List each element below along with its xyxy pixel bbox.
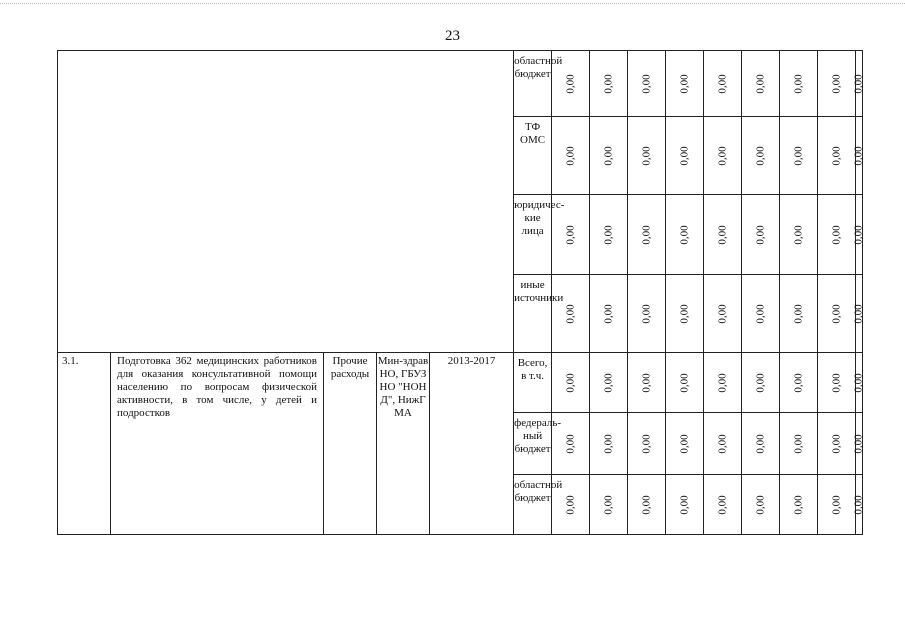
value-cell — [590, 475, 628, 535]
value-text: 0,00 — [602, 224, 615, 245]
value-cell — [704, 275, 742, 353]
value-cell — [852, 475, 865, 535]
value-text: 0,00 — [564, 303, 577, 324]
value-text: 0,00 — [830, 372, 843, 393]
value-text: 0,00 — [602, 372, 615, 393]
value-cell — [628, 51, 666, 117]
value-text: 0,00 — [678, 73, 691, 94]
value-cell — [590, 413, 628, 475]
value-text: 0,00 — [792, 303, 805, 324]
value-cell — [704, 51, 742, 117]
value-cell — [780, 117, 818, 195]
value-cell — [742, 475, 780, 535]
value-cell — [852, 117, 865, 195]
value-text: 0,00 — [754, 372, 767, 393]
value-text: 0,00 — [792, 224, 805, 245]
value-text: 0,00 — [852, 433, 865, 454]
value-cell — [590, 275, 628, 353]
value-cell — [628, 195, 666, 275]
value-cell — [552, 117, 590, 195]
value-text: 0,00 — [640, 145, 653, 166]
value-cell — [704, 413, 742, 475]
value-text: 0,00 — [564, 433, 577, 454]
value-cell — [552, 275, 590, 353]
merged-blank-cell — [58, 51, 514, 353]
value-text: 0,00 — [716, 494, 729, 515]
item-name: Подготовка 362 медицинских работников для оказания консультативной помощи населению по вопросам физической активности, в том числе, у детей и подростков — [111, 353, 324, 535]
value-text: 0,00 — [602, 494, 615, 515]
value-text: 0,00 — [640, 433, 653, 454]
funding-source-cell: федераль-ный бюджет — [514, 413, 552, 475]
value-cell — [628, 413, 666, 475]
value-text: 0,00 — [716, 303, 729, 324]
value-cell — [666, 195, 704, 275]
value-cell — [742, 195, 780, 275]
funding-source-cell: иные источники — [514, 275, 552, 353]
value-cell — [590, 195, 628, 275]
value-cell — [552, 413, 590, 475]
value-cell — [818, 475, 856, 535]
value-cell — [780, 475, 818, 535]
value-cell — [704, 195, 742, 275]
value-text: 0,00 — [830, 224, 843, 245]
value-text: 0,00 — [678, 433, 691, 454]
page-number: 23 — [445, 28, 460, 44]
value-text: 0,00 — [754, 433, 767, 454]
value-text: 0,00 — [852, 73, 865, 94]
value-cell — [780, 413, 818, 475]
value-text: 0,00 — [830, 73, 843, 94]
value-text: 0,00 — [852, 224, 865, 245]
value-cell — [666, 275, 704, 353]
value-text: 0,00 — [678, 372, 691, 393]
value-cell — [818, 275, 856, 353]
value-cell — [704, 475, 742, 535]
value-text: 0,00 — [852, 372, 865, 393]
value-text: 0,00 — [564, 145, 577, 166]
value-text: 0,00 — [754, 145, 767, 166]
value-cell — [552, 353, 590, 413]
scan-top-edge — [0, 3, 905, 4]
value-cell — [628, 117, 666, 195]
value-cell — [552, 195, 590, 275]
value-text: 0,00 — [792, 433, 805, 454]
value-cell — [818, 353, 856, 413]
value-text: 0,00 — [716, 372, 729, 393]
value-cell — [628, 275, 666, 353]
value-text: 0,00 — [754, 73, 767, 94]
value-text: 0,00 — [640, 372, 653, 393]
value-text: 0,00 — [716, 145, 729, 166]
value-cell — [590, 353, 628, 413]
value-cell — [852, 195, 865, 275]
value-cell — [780, 353, 818, 413]
funding-source-cell: Всего, в т.ч. — [514, 353, 552, 413]
value-text: 0,00 — [678, 494, 691, 515]
value-cell — [780, 195, 818, 275]
value-text: 0,00 — [564, 494, 577, 515]
value-text: 0,00 — [716, 224, 729, 245]
value-text: 0,00 — [830, 145, 843, 166]
value-text: 0,00 — [792, 145, 805, 166]
funding-source-cell: юридичес-кие лица — [514, 195, 552, 275]
expense-type: Прочие расходы — [324, 353, 377, 535]
value-cell — [628, 353, 666, 413]
value-cell — [780, 51, 818, 117]
value-cell — [666, 51, 704, 117]
value-text: 0,00 — [678, 145, 691, 166]
value-text: 0,00 — [678, 224, 691, 245]
value-cell — [742, 413, 780, 475]
value-text: 0,00 — [564, 73, 577, 94]
value-cell — [852, 413, 865, 475]
value-cell — [590, 51, 628, 117]
value-cell — [852, 275, 865, 353]
value-text: 0,00 — [852, 303, 865, 324]
value-cell — [552, 51, 590, 117]
period: 2013-2017 — [430, 353, 514, 535]
value-text: 0,00 — [852, 145, 865, 166]
value-text: 0,00 — [754, 303, 767, 324]
table-row — [58, 51, 863, 117]
funding-source-cell: областной бюджет — [514, 475, 552, 535]
value-cell — [666, 475, 704, 535]
value-text: 0,00 — [602, 433, 615, 454]
value-cell — [590, 117, 628, 195]
value-text: 0,00 — [830, 303, 843, 324]
value-cell — [852, 51, 865, 117]
value-cell — [818, 51, 856, 117]
value-cell — [742, 275, 780, 353]
value-cell — [818, 195, 856, 275]
value-cell — [552, 475, 590, 535]
value-text: 0,00 — [792, 372, 805, 393]
value-text: 0,00 — [830, 433, 843, 454]
funding-source-cell: ТФ ОМС — [514, 117, 552, 195]
value-text: 0,00 — [640, 224, 653, 245]
value-text: 0,00 — [602, 303, 615, 324]
value-cell — [704, 117, 742, 195]
value-text: 0,00 — [678, 303, 691, 324]
value-cell — [742, 353, 780, 413]
item-number: 3.1. — [58, 353, 111, 535]
value-text: 0,00 — [640, 303, 653, 324]
value-cell — [666, 117, 704, 195]
value-cell — [742, 51, 780, 117]
value-text: 0,00 — [716, 433, 729, 454]
value-text: 0,00 — [792, 73, 805, 94]
value-cell — [852, 353, 865, 413]
value-cell — [742, 117, 780, 195]
funding-source-cell: областной бюджет — [514, 51, 552, 117]
value-text: 0,00 — [564, 224, 577, 245]
value-text: 0,00 — [640, 494, 653, 515]
budget-table — [57, 50, 863, 535]
value-cell — [666, 413, 704, 475]
table-row — [58, 353, 863, 413]
value-text: 0,00 — [564, 372, 577, 393]
value-text: 0,00 — [716, 73, 729, 94]
value-text: 0,00 — [852, 494, 865, 515]
value-cell — [666, 353, 704, 413]
value-text: 0,00 — [792, 494, 805, 515]
value-text: 0,00 — [602, 145, 615, 166]
value-text: 0,00 — [830, 494, 843, 515]
value-cell — [780, 275, 818, 353]
value-text: 0,00 — [640, 73, 653, 94]
value-text: 0,00 — [602, 73, 615, 94]
executors: Мин-здрав НО, ГБУЗ НО "НОН Д", НижГ МА — [377, 353, 430, 535]
value-cell — [818, 117, 856, 195]
value-text: 0,00 — [754, 224, 767, 245]
value-cell — [704, 353, 742, 413]
value-cell — [818, 413, 856, 475]
value-text: 0,00 — [754, 494, 767, 515]
value-cell — [628, 475, 666, 535]
